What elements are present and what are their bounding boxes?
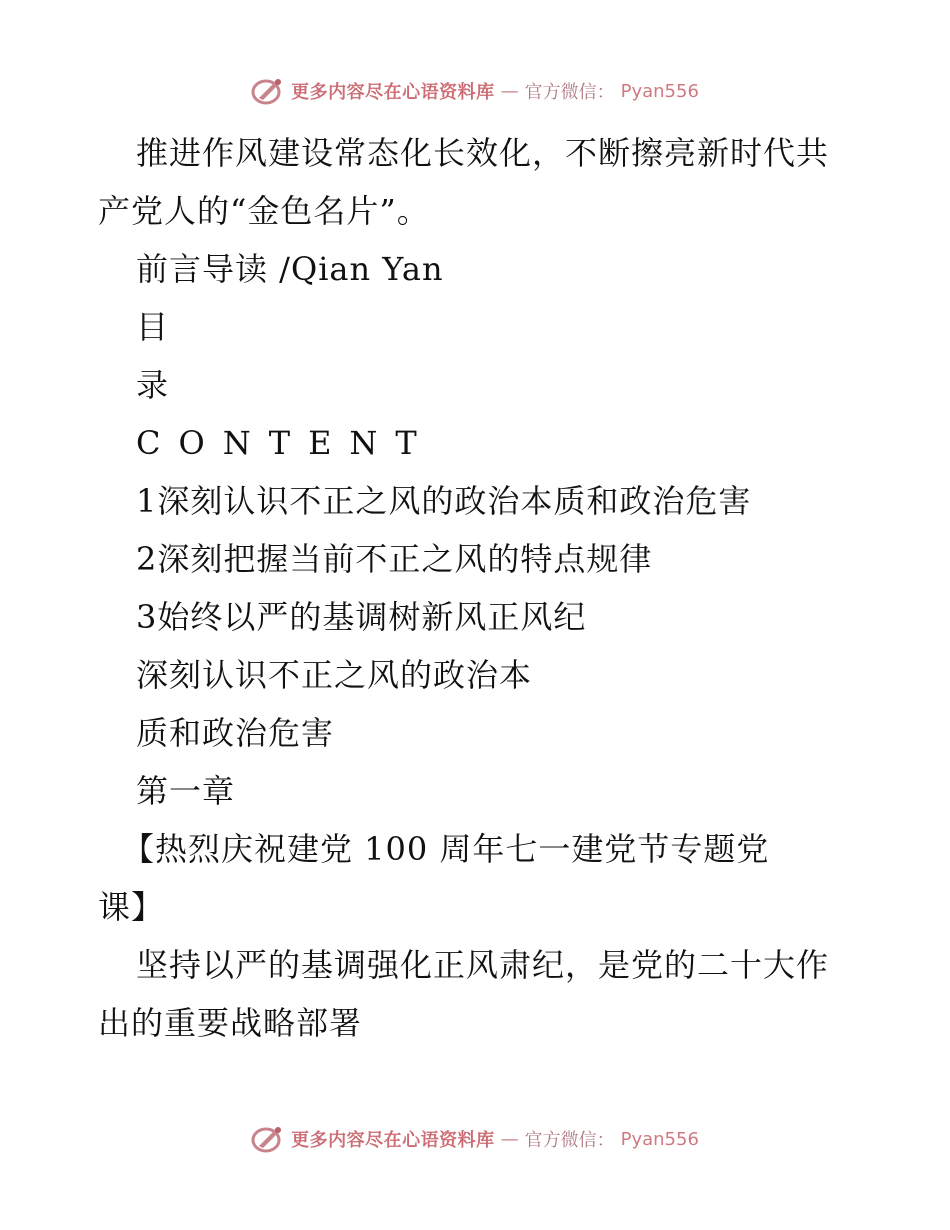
watermark-id: Pyan556: [620, 1128, 699, 1150]
paragraph-1-line-1: 推进作风建设常态化长效化，不断擦亮新时代共: [136, 134, 830, 172]
footer-watermark: [0, 1124, 950, 1154]
document-body: [0, 124, 950, 1052]
toc-heading-2: 录: [136, 366, 170, 404]
paragraph-2-line-1: 坚持以严的基调强化正风肃纪，是党的二十大作: [136, 946, 830, 984]
toc-item-1: 1深刻认识不正之风的政治本质和政治危害: [136, 482, 752, 520]
paragraph-1-line-2: 产党人的“金色名片”。: [98, 192, 430, 230]
intro-heading: 前言导读 /Qian Yan: [136, 250, 444, 288]
watermark-label: 官方微信：: [524, 1130, 615, 1151]
watermark-dash: —: [500, 80, 519, 102]
watermark-dash: —: [500, 1128, 519, 1150]
paragraph-2-line-2: 出的重要战略部署: [98, 1004, 363, 1042]
watermark-brand: 更多内容尽在心语资料库: [291, 1130, 495, 1151]
chapter-label: 第一章: [136, 772, 236, 810]
toc-heading-1: 目: [136, 308, 170, 346]
watermark-label: 官方微信：: [524, 82, 615, 103]
toc-item-2: 2深刻把握当前不正之风的特点规律: [136, 540, 653, 578]
watermark-brand: 更多内容尽在心语资料库: [291, 82, 495, 103]
content-heading: CONTENT: [136, 424, 435, 462]
section-title-line-1: 深刻认识不正之风的政治本: [136, 656, 533, 694]
toc-item-3: 3始终以严的基调树新风正风纪: [136, 598, 587, 636]
pen-logo-icon: [251, 1124, 285, 1154]
watermark-id: Pyan556: [620, 80, 699, 102]
topic-line-2: 课】: [98, 888, 165, 926]
topic-line-1: 【热烈庆祝建党 100 周年七一建党节专题党: [122, 830, 770, 868]
pen-logo-icon: [251, 76, 285, 106]
header-watermark: [0, 76, 950, 106]
section-title-line-2: 质和政治危害: [136, 714, 335, 752]
